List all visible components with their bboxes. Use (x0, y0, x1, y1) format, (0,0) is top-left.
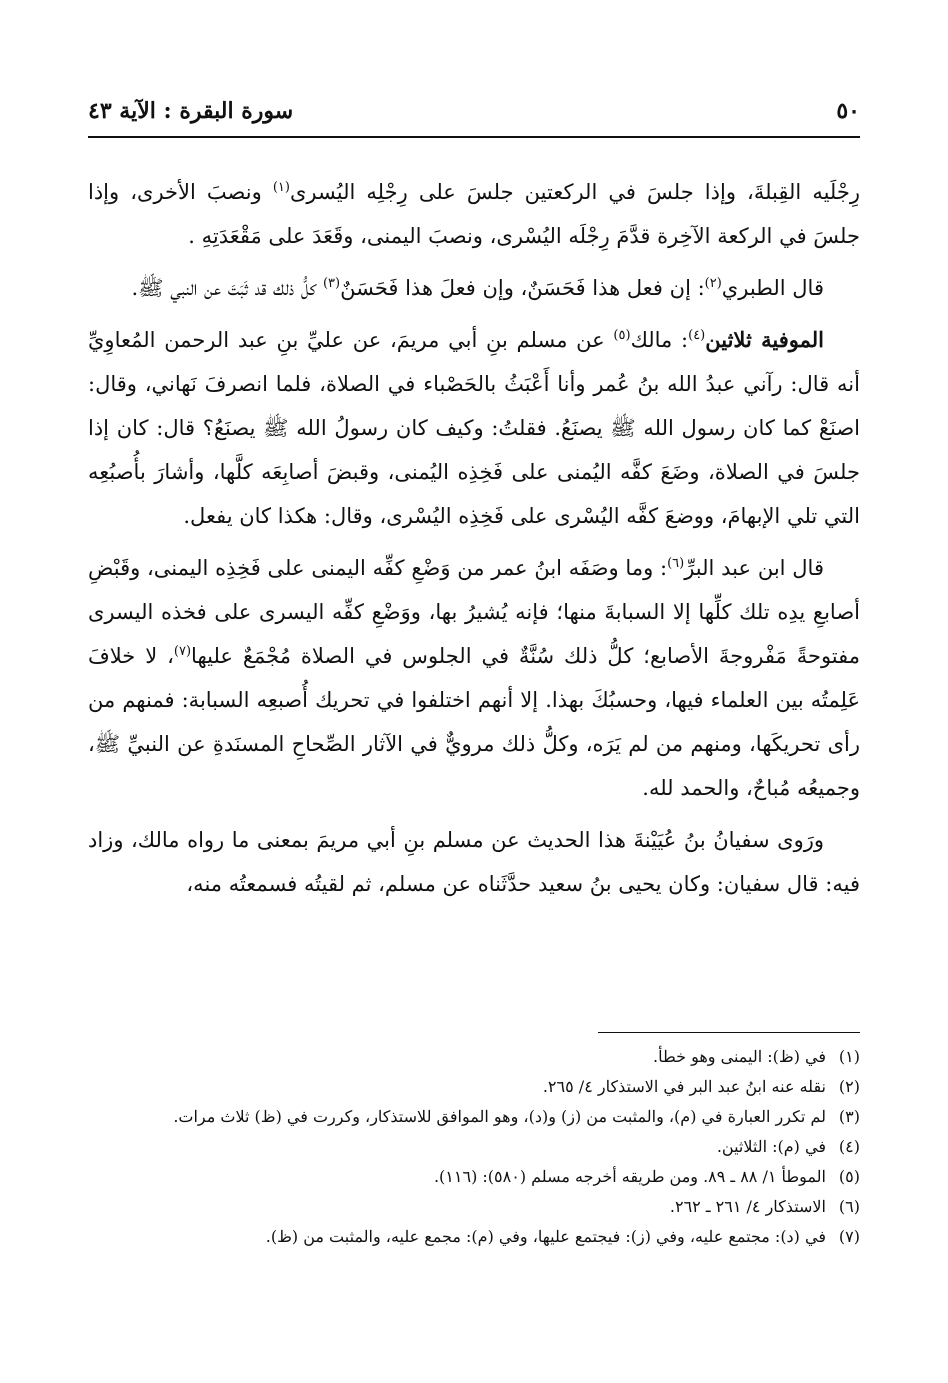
footnote-text: الاستذكار ٤/ ٢٦١ ـ ٢٦٢. (669, 1197, 826, 1216)
footnote-number: (٧) (838, 1227, 860, 1246)
footnote-number: (٤) (838, 1137, 860, 1156)
footnote-text: في (م): الثلاثين. (716, 1137, 826, 1156)
footnote-text: لم تكرر العبارة في (م)، والمثبت من (ز) و(د)، وهو الموافق للاستذكار، وكررت في (ظ) ثلاث مرات. (173, 1107, 826, 1126)
text-run: : إن فعل هذا فَحَسَنٌ، وإن فعلَ هذا فَحَسَنٌ (340, 276, 705, 300)
footnote (88, 1222, 860, 1252)
footnote-number: (٥) (838, 1167, 860, 1186)
text-run: رِجْلَيه القِبلةَ، وإذا جلسَ في الركعتين جلسَ على رِجْلِه اليُسرى (289, 180, 860, 204)
text-run: ورَوى سفيانُ بنُ عُيَيْنةَ هذا الحديث عن مسلم بنِ أبي مريمَ بمعنى ما رواه مالك، وزاد فيه: قال سفيان: وكان يحيى بنُ سعيد حدَّثَناه عن مسلم، ثم لقيتُه فسمعتُه منه، (88, 828, 860, 896)
footnotes (88, 1042, 860, 1252)
text-run: : وما وصَفَه ابنُ عمر من وَضْعِ كفِّه اليمنى على فَخِذِه اليمنى، وقَبْضِ أصابعِ يدِه تلك كلِّها إلا السبابةَ منها؛ فإنه يُشيرُ بها، ووَضْعِ كفِّه اليسرى على فخذه اليسرى مفتوحةً مَفْروجةَ الأصابع؛ كلُّ ذلك سُنَّةٌ في الجلوس في الصلاة مُجْمَعٌ عليها (88, 556, 860, 668)
text-run: ، لا خلافَ عَلِمتُه بين العلماء فيها، وحسبُكَ بهذا. إلا أنهم اختلفوا في تحريك أُصبعِه السبابة: فمنهم من رأى تحريكَها، ومنهم من لم يَرَه، وكلُّ ذلك مرويٌّ في الآثار الصِّحاحِ المسنَدةِ عن النبيِّ ﷺ، وجميعُه مُباحٌ، والحمد لله. (88, 644, 860, 800)
running-title: سورة البقرة : الآية ٤٣ (88, 98, 294, 124)
footnote-ref: (٥) (613, 328, 631, 343)
footnote-divider (598, 1032, 860, 1033)
paragraph (88, 170, 860, 258)
footnote-number: (٦) (838, 1197, 860, 1216)
footnote (88, 1072, 860, 1102)
paragraph (88, 546, 860, 810)
text-run: ونصبَ الأخرى، وإذا جلسَ في الركعة الآخِرة قدَّمَ رِجْلَه اليُسْرى، ونصبَ اليمنى، وقَعَدَ على مَقْعَدَتِهِ . (88, 180, 860, 248)
footnote-ref: (٤) (688, 328, 706, 343)
footnote-text: الموطأ ١/ ٨٨ ـ ٨٩. ومن طريقه أخرجه مسلم (٥٨٠): (١١٦). (433, 1167, 826, 1186)
footnote-ref: (٧) (173, 644, 192, 659)
paragraph (88, 266, 860, 310)
text-run: قال ابن عبد البرِّ (684, 556, 824, 580)
footnote (88, 1102, 860, 1132)
footnote-number: (٢) (838, 1077, 860, 1096)
section-heading: الموفية ثلاثين (705, 327, 825, 352)
footnote-text: في (ظ): اليمنى وهو خطأ. (653, 1047, 826, 1066)
footnote-text: في (د): مجتمع عليه، وفي (ز): فيجتمع عليها، وفي (م): مجمع عليه، والمثبت من (ظ). (265, 1227, 826, 1246)
footnote-number: (١) (838, 1047, 860, 1066)
footnote-ref: (٦) (667, 556, 685, 571)
page-header (88, 92, 860, 138)
footnote (88, 1042, 860, 1072)
footnote-ref: (١) (272, 180, 290, 195)
page-number: ٥٠ (836, 98, 860, 124)
footnote (88, 1162, 860, 1192)
text-run: عن مسلم بنِ أبي مريمَ، عن عليِّ بنِ عبد الرحمن المُعاوِيِّ أنه قال: رآني عبدُ الله بنُ عُمر وأنا أَعْبَثُ بالحَصْباء في الصلاة، فلما انصرفَ نَهاني، وقال: اصنَعْ كما كان رسول الله ﷺ يصنَعُ. فقلتُ: وكيف كان رسولُ الله ﷺ يصنَعُ؟ قال: كان إذا جلسَ في الصلاة، وضَعَ كفَّه اليُمنى على فَخِذِه اليُمنى، وقبضَ أصابِعَه كلَّها، وأشارَ بأُصبُعِه التي تلي الإبهامَ، ووضعَ كفَّه اليُسْرى على فَخِذِه اليُسْرى، وقال: هكذا كان يفعل. (88, 328, 860, 528)
footnote-ref: (٣) (322, 276, 341, 291)
footnote (88, 1132, 860, 1162)
text-run: كلُّ ذلك قد ثَبَتَ عن النبي ﷺ. (131, 276, 323, 300)
footnote-ref: (٢) (704, 276, 722, 291)
footnote (88, 1192, 860, 1222)
text-run: قال الطبري (721, 276, 824, 300)
paragraph (88, 818, 860, 906)
footnote-text: نقله عنه ابنُ عبد البر في الاستذكار ٤/ ٢٦٥. (542, 1077, 826, 1096)
paragraph (88, 318, 860, 538)
text-run: : مالك (630, 328, 689, 352)
main-text (88, 170, 860, 914)
footnote-number: (٣) (838, 1107, 860, 1126)
